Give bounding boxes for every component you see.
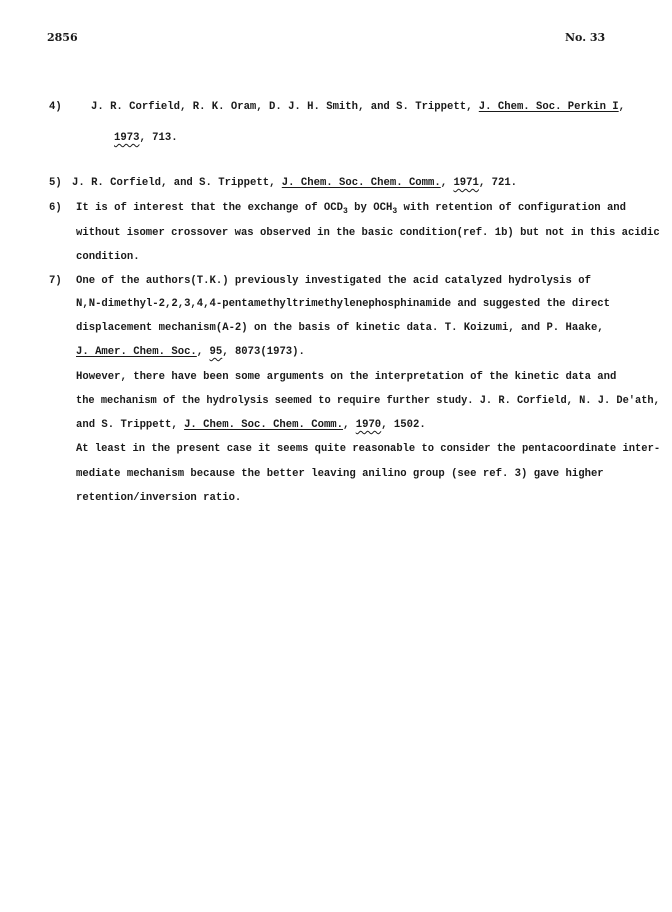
issue-number: No. 33 <box>565 31 606 44</box>
reference-line: the mechanism of the hydrolysis seemed to require further study. J. R. Corfield, N. J. De'ath, <box>76 395 660 407</box>
punctuation: , <box>196 346 210 358</box>
authors: and S. Trippett, <box>76 419 185 431</box>
year: 1971 <box>453 177 479 189</box>
text: It is of interest that the exchange of OCD <box>76 202 344 214</box>
reference-line <box>72 172 517 195</box>
authors: J. R. Corfield, and S. Trippett, <box>72 177 282 189</box>
reference-line: However, there have been some arguments on the interpretation of the kinetic data and <box>76 371 617 383</box>
reference-line: displacement mechanism(A-2) on the basis of kinetic data. T. Koizumi, and P. Haake, <box>76 322 604 334</box>
reference-number: 6) <box>49 202 62 214</box>
reference-line: without isomer crossover was observed in the basic condition(ref. 1b) but not in this acidic <box>76 227 660 239</box>
reference-line <box>114 127 178 150</box>
journal-title: J. Chem. Soc. Chem. Comm. <box>281 177 441 189</box>
pages: , 1502. <box>381 419 426 431</box>
punctuation: , <box>440 177 454 189</box>
reference-line <box>76 414 426 437</box>
reference-line <box>76 197 626 220</box>
reference-line: One of the authors(T.K.) previously investigated the acid catalyzed hydrolysis of <box>76 275 591 287</box>
journal-title: J. Chem. Soc. Perkin I <box>478 101 619 113</box>
subscript: 3 <box>392 207 398 216</box>
year: 1973 <box>114 132 140 144</box>
reference-number: 5) <box>49 177 62 189</box>
reference-line: condition. <box>76 251 140 263</box>
pages: , 8073(1973). <box>222 346 305 358</box>
reference-line <box>91 96 625 119</box>
journal-title: J. Amer. Chem. Soc. <box>76 346 197 358</box>
pages: , 721. <box>478 177 518 189</box>
volume: 95 <box>209 346 223 358</box>
text: by OCH <box>347 202 393 214</box>
reference-line: At least in the present case it seems quite reasonable to consider the pentacoordinate inter- <box>76 443 661 455</box>
authors: J. R. Corfield, R. K. Oram, D. J. H. Smith, and S. Trippett, <box>91 101 479 113</box>
punctuation: , <box>343 419 356 431</box>
page-number: 2856 <box>47 31 78 44</box>
punctuation: , <box>618 101 626 113</box>
text: with retention of configuration and <box>397 202 627 214</box>
reference-line: mediate mechanism because the better leaving anilino group (see ref. 3) gave higher <box>76 468 604 480</box>
reference-line: retention/inversion ratio. <box>76 492 242 504</box>
year: 1970 <box>355 419 382 431</box>
journal-title: J. Chem. Soc. Chem. Comm. <box>184 419 344 431</box>
reference-number: 4) <box>49 101 62 113</box>
reference-line: N,N-dimethyl-2,2,3,4,4-pentamethyltrimethylenephosphinamide and suggested the direct <box>76 298 611 310</box>
reference-number: 7) <box>49 275 62 287</box>
reference-line <box>76 341 305 364</box>
subscript: 3 <box>343 207 348 216</box>
pages: , 713. <box>139 132 178 144</box>
